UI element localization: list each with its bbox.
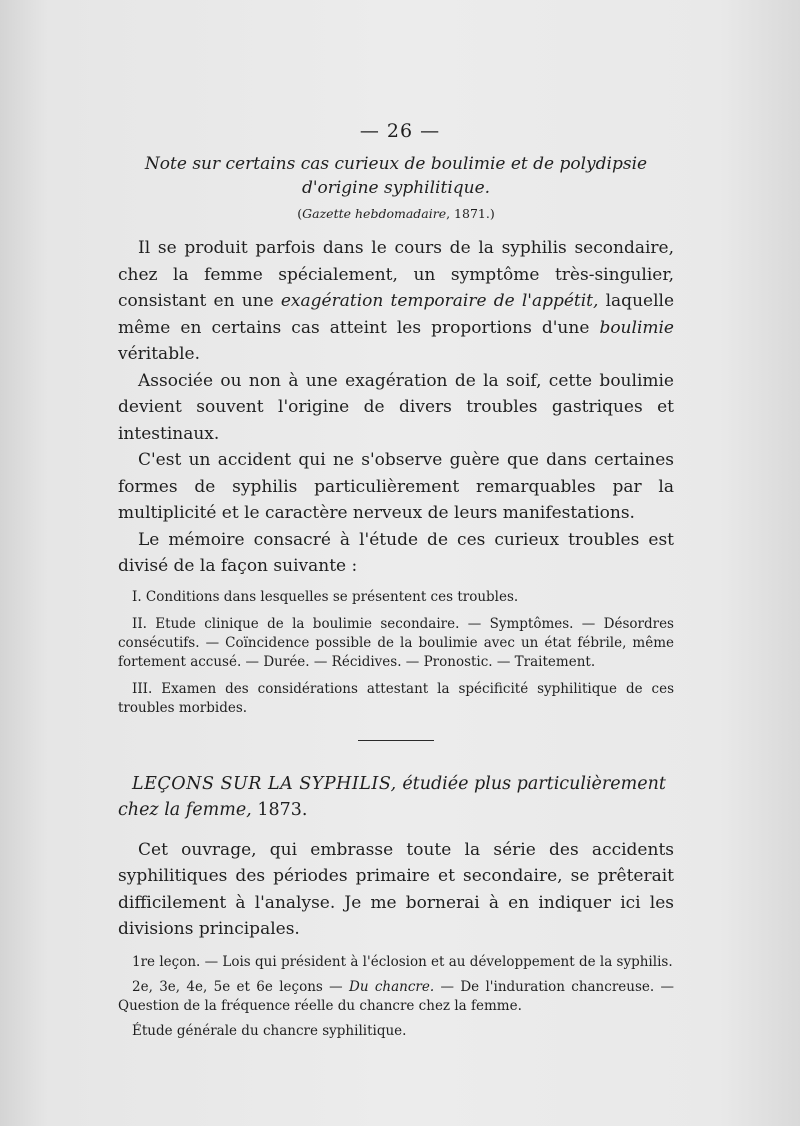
division-item: III. Examen des considérations attestant la spécificité syphilitique de ces troubles morbides. <box>118 680 674 716</box>
divisions-list <box>118 588 674 718</box>
lecon-item-2 <box>118 978 674 1016</box>
paragraph-4: Le mémoire consacré à l'étude de ces curieux troubles est divisé de la façon suivante : <box>118 529 674 576</box>
lecon-item-2-a: 2e, 3e, 4e, 5e et 6e leçons — <box>132 978 349 995</box>
lecon-item-2-b: — De l'induration chancreuse. — Question de la fréquence réelle du chancre chez la femme. <box>118 978 674 1014</box>
lecon-item-3: Étude générale du chancre syphilitique. <box>132 1022 407 1039</box>
source-year: , 1871.) <box>446 206 495 221</box>
lecon-item-2-em: Du chancre. <box>349 978 435 995</box>
division-item: II. Etude clinique de la boulimie secondaire. — Symptômes. — Désordres consécutifs. — Coïncidence possible de la boulimie avec un état fébrile, même fortement accusé. — Durée. — Récidives. — Pronostic. — Traitement. <box>118 615 674 670</box>
p1-a: Il se produit parfois dans le cours de la syphilis secondaire, chez la femme spécialement, un symptôme très-singulier, consistant en une <box>118 238 674 311</box>
lecons-title <box>118 771 674 823</box>
note-source <box>118 206 674 221</box>
paragraph-1 <box>118 235 674 368</box>
section-divider <box>358 740 434 741</box>
source-open: ( <box>297 206 303 221</box>
lecons-title-caps: LEÇONS SUR LA SYPHILIS, <box>132 773 397 794</box>
lecons-title-year: 1873. <box>251 799 308 820</box>
lecons-list <box>118 953 674 1041</box>
paragraph-3: C'est un accident qui ne s'observe guère que dans certaines formes de syphilis particulièrement remarquables par la multiplicité et le caractère nerveux de leurs manifestations. <box>118 450 674 523</box>
lecons-intro: Cet ouvrage, qui embrasse toute la série des accidents syphilitiques des périodes primaire et secondaire, se prêterait difficilement à l'analyse. Je me bornerai à en indiquer ici les divisions principales. <box>118 839 674 939</box>
page-content <box>118 152 674 1047</box>
p1-em2: boulimie <box>599 317 674 338</box>
p1-c: véritable. <box>118 344 200 364</box>
note-title: Note sur certains cas curieux de boulimie et de polydipsie d'origine syphilitique. <box>144 154 648 198</box>
source-name: Gazette hebdomadaire <box>302 206 447 221</box>
lecon-item-1: 1re leçon. — Lois qui président à l'éclosion et au développement de la syphilis. <box>132 953 673 970</box>
division-item: I. Conditions dans lesquelles se présentent ces troubles. <box>132 588 519 605</box>
page-number: — 26 — <box>359 120 441 142</box>
lecons-title-italic: étudiée plus particulièrement chez la femme, <box>118 773 666 820</box>
p1-b: laquelle même en certains cas atteint les proportions d'une <box>118 291 675 338</box>
paragraph-2: Associée ou non à une exagération de la soif, cette boulimie devient souvent l'origine de divers troubles gastriques et intestinaux. <box>118 370 674 444</box>
p1-em1: exagération temporaire de l'appétit, <box>280 291 599 311</box>
